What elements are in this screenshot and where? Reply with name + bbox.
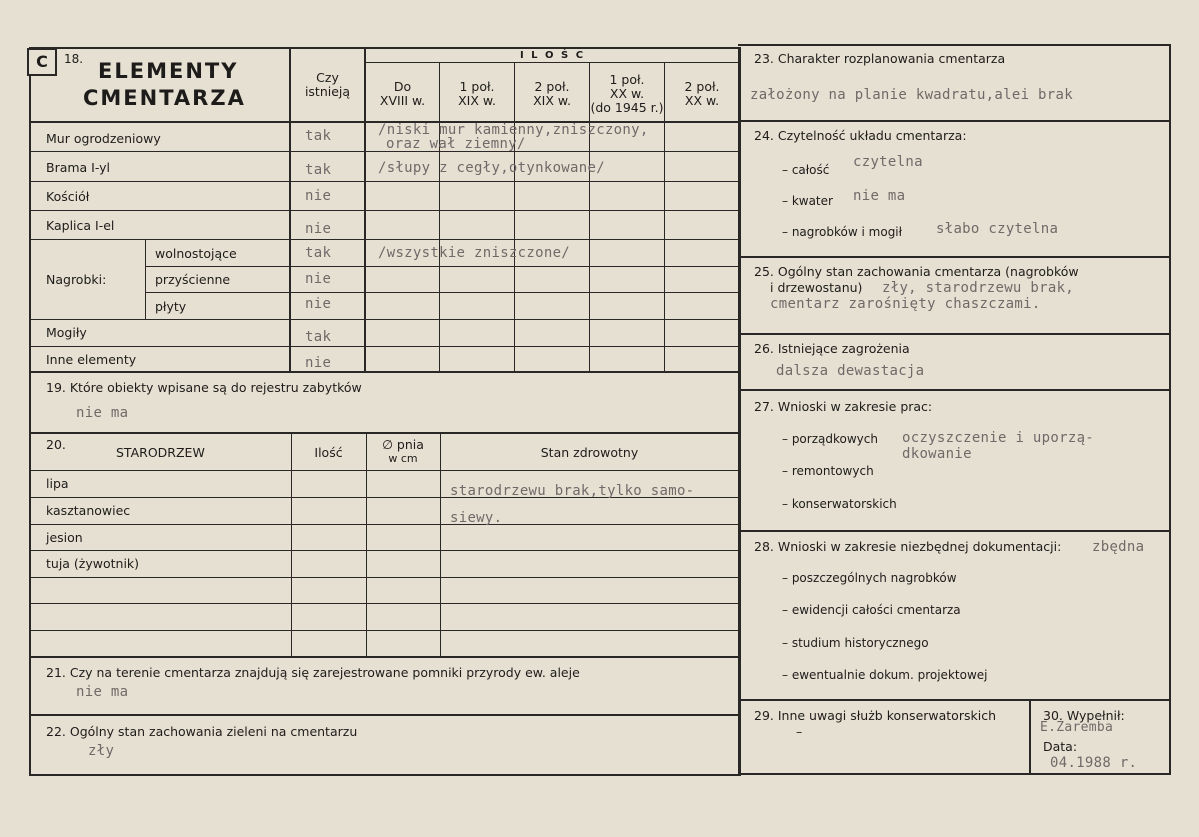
row-plyty-label: płyty xyxy=(155,299,187,314)
row-plyty-exists: nie xyxy=(305,296,332,312)
col-exists-header xyxy=(291,71,364,99)
s25-value-line2: cmentarz zarośnięty chaszczami. xyxy=(770,296,1041,312)
row-kaplica-label: Kaplica I-el xyxy=(46,218,115,233)
s27-porz-label: – porządkowych xyxy=(782,432,878,446)
row-mogily-exists: tak xyxy=(305,329,332,345)
s24-nagrobkow-label: – nagrobków i mogił xyxy=(782,225,903,239)
s20-col-pnia-line2: w cm xyxy=(388,452,418,465)
s19-label: 19. Które obiekty wpisane są do rejestru zabytków xyxy=(46,380,362,395)
row-przysc-exists: nie xyxy=(305,271,332,287)
s23-label: 23. Charakter rozplanowania cmentarza xyxy=(754,51,1006,66)
s19-value: nie ma xyxy=(76,405,129,421)
period-3-l1: 2 poł. xyxy=(534,79,570,94)
period-1-l1: Do xyxy=(393,79,412,94)
tree-row-1: lipa xyxy=(46,476,69,491)
s21-label: 21. Czy na terenie cmentarza znajdują się zarejestrowane pomniki przyrody ew. aleje xyxy=(46,665,580,680)
period-3-l2: XIX w. xyxy=(533,93,571,108)
s25-label-line1: 25. Ogólny stan zachowania cmentarza (nagrobków xyxy=(754,264,1079,279)
row-brama-desc: /słupy z cegły,otynkowane/ xyxy=(378,160,605,176)
s28-value: zbędna xyxy=(1092,539,1145,555)
s30-date-value: 04.1988 r. xyxy=(1050,755,1138,771)
row-wolno-exists: tak xyxy=(305,245,332,261)
s27-porz-value2: dkowanie xyxy=(902,446,972,462)
row-wolno-label: wolnostojące xyxy=(155,246,237,261)
s22-value: zły xyxy=(88,743,115,759)
tree-row-2: kasztanowiec xyxy=(46,503,131,518)
period-5-l1: 2 poł. xyxy=(684,79,720,94)
s28-label: 28. Wnioski w zakresie niezbędnej dokumentacji: xyxy=(754,539,1062,554)
row-kaplica-exists: nie xyxy=(305,221,332,237)
s26-label: 26. Istniejące zagrożenia xyxy=(754,341,910,356)
period-2-l2: XIX w. xyxy=(458,93,496,108)
period-1-l2: XVIII w. xyxy=(379,93,426,108)
s24-calosc-label: – całość xyxy=(782,163,830,177)
s23-value: założony na planie kwadratu,alei brak xyxy=(750,87,1073,103)
s26-value: dalsza dewastacja xyxy=(776,363,925,379)
nagrobki-label: Nagrobki: xyxy=(46,272,107,287)
period-4-l2: XX w. xyxy=(609,86,645,101)
tree-row-4: tuja (żywotnik) xyxy=(46,556,140,571)
col-exists-line2: istnieją xyxy=(304,84,351,99)
period-col-4 xyxy=(590,73,664,115)
row-inne-label: Inne elementy xyxy=(46,352,137,367)
row-mur-desc2: oraz wał ziemny/ xyxy=(386,136,526,152)
row-kosciol-exists: nie xyxy=(305,188,332,204)
s30-value: E.Zaremba xyxy=(1040,720,1114,735)
row-mogily-label: Mogiły xyxy=(46,325,87,340)
row-mur-label: Mur ogrodzeniowy xyxy=(46,131,161,146)
s27-label: 27. Wnioski w zakresie prac: xyxy=(754,399,933,414)
s24-nagrobkow-value: słabo czytelna xyxy=(936,221,1059,237)
s25-value-line1: zły, starodrzewu brak, xyxy=(882,280,1075,296)
s20-col-pnia-line1: ∅ pnia xyxy=(382,437,424,452)
s20-col-ilosc: Ilość xyxy=(314,445,343,460)
row-mur-exists: tak xyxy=(305,128,332,144)
s28-item-4: – ewentualnie dokum. projektowej xyxy=(782,668,988,682)
s27-porz-value1: oczyszczenie i uporzą- xyxy=(902,430,1095,446)
row-wolno-desc: /wszystkie zniszczone/ xyxy=(378,245,571,261)
s30-date-label: Data: xyxy=(1043,739,1078,754)
s24-kwater-label: – kwater xyxy=(782,194,833,208)
s20-number: 20. xyxy=(46,437,66,452)
s18-number: 18. xyxy=(64,52,84,66)
s25-label-line2: i drzewostanu) xyxy=(770,280,863,295)
period-5-l2: XX w. xyxy=(684,93,720,108)
row-kosciol-label: Kościół xyxy=(46,189,90,204)
ilosc-header: I L O Ś C xyxy=(519,50,586,61)
s18-title-line2: CMENTARZA xyxy=(83,86,246,110)
s20-stan-line1: starodrzewu brak,tylko samo- xyxy=(450,483,695,499)
s29-label: 29. Inne uwagi służb konserwatorskich xyxy=(754,708,996,723)
s24-kwater-value: nie ma xyxy=(853,188,906,204)
s27-konserw-label: – konserwatorskich xyxy=(782,497,897,511)
row-brama-label: Brama I-yl xyxy=(46,160,111,175)
s20-col-pnia xyxy=(366,438,440,466)
col-exists-line1: Czy xyxy=(316,70,339,85)
row-przysc-label: przyścienne xyxy=(155,272,231,287)
s28-item-2: – ewidencji całości cmentarza xyxy=(782,603,961,617)
period-col-3 xyxy=(515,80,589,108)
s20-title: STARODRZEW xyxy=(116,445,205,460)
s22-label: 22. Ogólny stan zachowania zieleni na cmentarzu xyxy=(46,724,358,739)
s20-stan-line2: siewy. xyxy=(450,510,503,526)
tree-row-3: jesion xyxy=(46,530,83,545)
s20-col-stan: Stan zdrowotny xyxy=(540,445,639,460)
period-col-2 xyxy=(440,80,514,108)
s24-calosc-value: czytelna xyxy=(853,154,923,170)
period-2-l1: 1 poł. xyxy=(459,79,495,94)
period-4-l3: (do 1945 r.) xyxy=(590,100,664,115)
s28-item-1: – poszczególnych nagrobków xyxy=(782,571,957,585)
s27-remont-label: – remontowych xyxy=(782,464,874,478)
row-inne-exists: nie xyxy=(305,355,332,371)
s18-title-line1: ELEMENTY xyxy=(98,59,239,83)
period-col-1 xyxy=(366,80,439,108)
period-col-5 xyxy=(665,80,739,108)
card-letter-box: C xyxy=(27,48,57,76)
s24-label: 24. Czytelność układu cmentarza: xyxy=(754,128,967,143)
s21-value: nie ma xyxy=(76,684,129,700)
s30-label: 30. Wypełnił: xyxy=(1043,708,1125,723)
s28-item-3: – studium historycznego xyxy=(782,636,929,650)
period-4-l1: 1 poł. xyxy=(609,72,645,87)
row-mur-desc1: /niski mur kamienny,zniszczony, xyxy=(378,122,649,138)
row-brama-exists: tak xyxy=(305,162,332,178)
s29-dash: – xyxy=(796,724,803,739)
